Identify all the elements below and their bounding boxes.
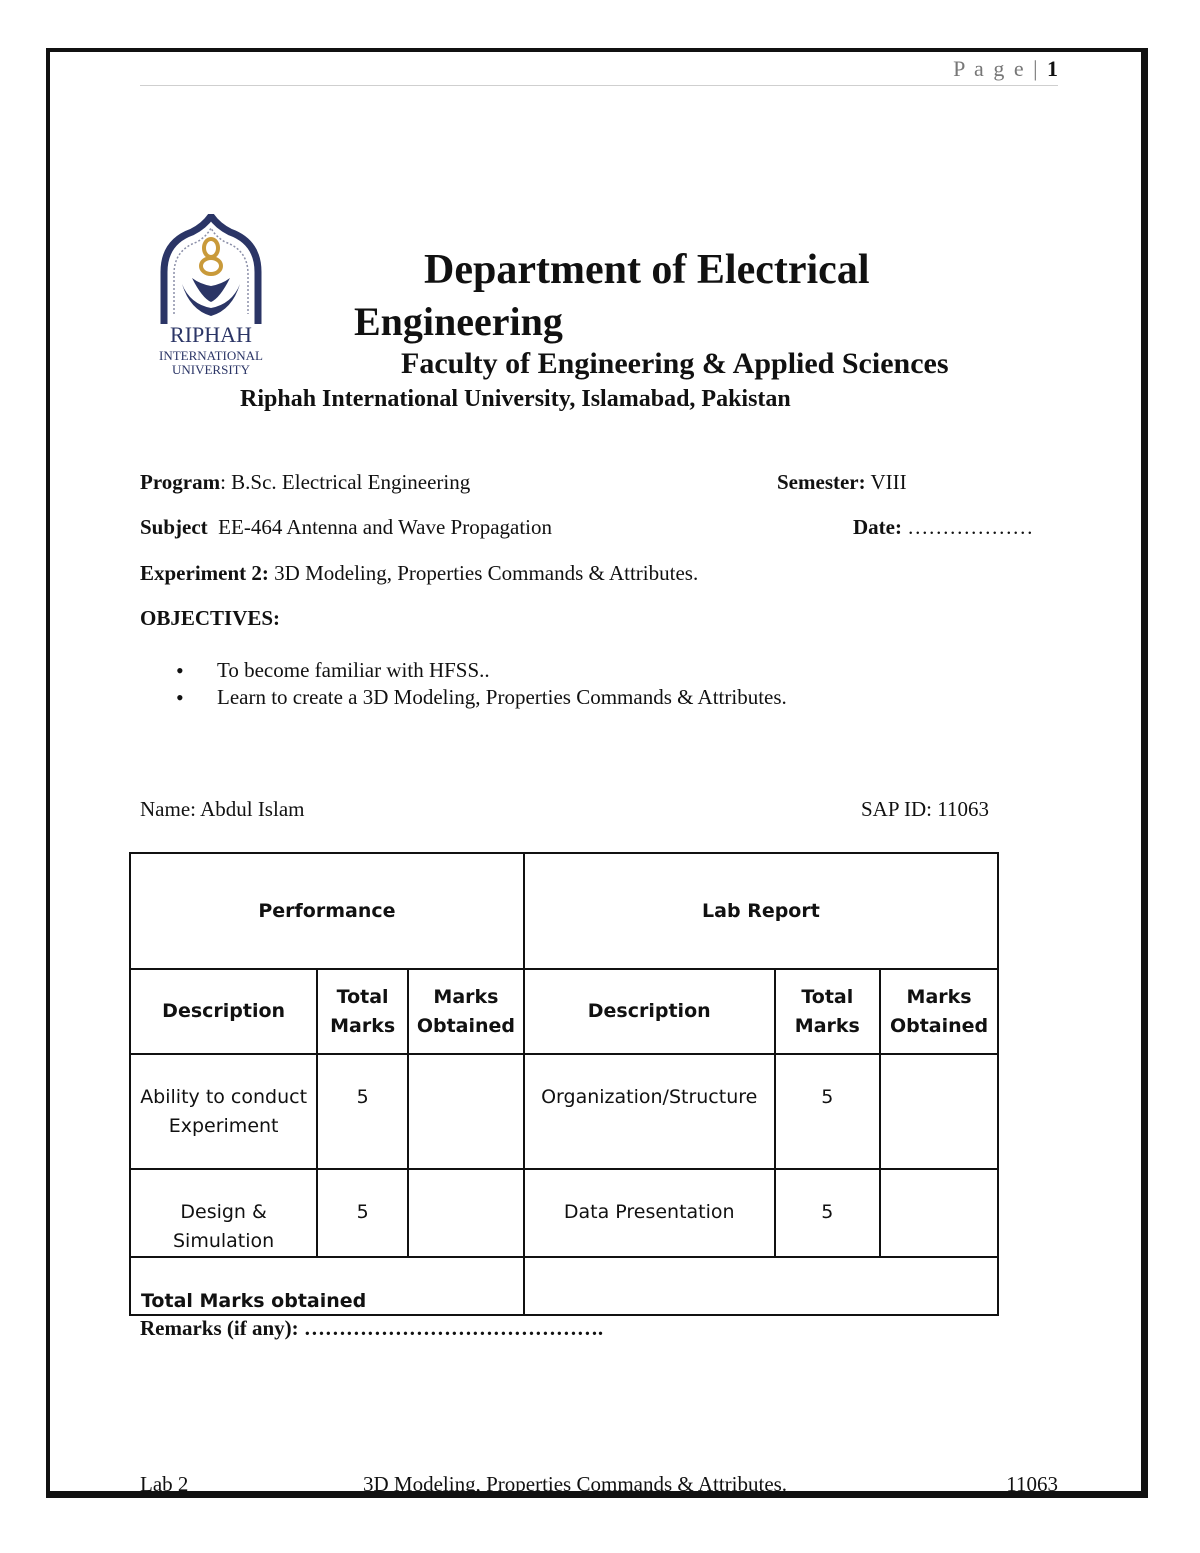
subject-line [140, 515, 552, 540]
report-total-header: Total Marks [775, 969, 881, 1054]
department-title: Department of Electrical [424, 247, 870, 293]
date-line [853, 515, 1033, 540]
objectives-label: OBJECTIVES: [140, 606, 281, 630]
report-description-header: Description [524, 969, 775, 1054]
performance-header: Performance [130, 853, 524, 969]
faculty-title: Faculty of Engineering & Applied Sciences [401, 347, 949, 380]
logo-line3: UNIVERSITY [172, 362, 250, 376]
total-marks-value [524, 1257, 998, 1315]
subject-label: Subject [140, 515, 208, 539]
performance-row-description: Ability to conduct Experiment [130, 1054, 317, 1169]
performance-obtained-header: Marks Obtained [408, 969, 524, 1054]
semester-line [777, 470, 907, 495]
lab-report-header: Lab Report [524, 853, 998, 969]
report-row-total: 5 [775, 1054, 881, 1169]
report-row-description: Data Presentation [524, 1169, 775, 1257]
footer-id: 11063 [1006, 1472, 1058, 1496]
page-label: P a g e | [953, 56, 1040, 81]
marks-table [129, 852, 999, 1316]
table-row [130, 1169, 998, 1257]
experiment-label: Experiment 2: [140, 561, 269, 585]
university-title: Riphah International University, Islamabad, Pakistan [240, 386, 791, 412]
page-number [953, 56, 1058, 82]
report-obtained-header: Marks Obtained [880, 969, 998, 1054]
experiment-line [140, 561, 698, 586]
semester-label: Semester: [777, 470, 866, 494]
program-line [140, 470, 470, 495]
student-name: Name: Abdul Islam [140, 797, 305, 821]
department-title-continued: Engineering [354, 299, 563, 344]
performance-row-total: 5 [317, 1054, 408, 1169]
semester-value: VIII [865, 470, 907, 494]
header-divider [140, 85, 1058, 86]
report-row-obtained [880, 1054, 998, 1169]
performance-row-obtained [408, 1054, 524, 1169]
performance-description-header: Description [130, 969, 317, 1054]
remarks-line: Remarks (if any): ……………………………………. [140, 1316, 604, 1340]
performance-row-total: 5 [317, 1169, 408, 1257]
footer-title: 3D Modeling, Properties Commands & Attributes. [363, 1472, 788, 1496]
objective-item: • Learn to create a 3D Modeling, Properties Commands & Attributes. [176, 684, 787, 711]
table-row [130, 1054, 998, 1169]
riphah-logo [152, 214, 270, 376]
report-row-description: Organization/Structure [524, 1054, 775, 1169]
program-value: : B.Sc. Electrical Engineering [220, 470, 471, 494]
experiment-value: 3D Modeling, Properties Commands & Attributes. [268, 561, 699, 585]
date-label: Date: [853, 515, 902, 539]
footer-lab: Lab 2 [140, 1472, 189, 1496]
total-marks-label: Total Marks obtained [130, 1257, 524, 1315]
report-row-total: 5 [775, 1169, 881, 1257]
sap-id: SAP ID: 11063 [861, 797, 989, 821]
date-value: ……………… [901, 515, 1034, 539]
performance-total-header: Total Marks [317, 969, 408, 1054]
objective-item: • To become familiar with HFSS.. [176, 657, 787, 684]
logo-name: RIPHAH [170, 322, 252, 347]
objectives-list [176, 657, 787, 711]
program-label: Program [140, 470, 221, 494]
performance-row-description: Design & Simulation [130, 1169, 317, 1257]
performance-row-obtained [408, 1169, 524, 1257]
page-number-value: 1 [1047, 56, 1058, 81]
objectives-heading [140, 606, 280, 631]
report-row-obtained [880, 1169, 998, 1257]
logo-line2: INTERNATIONAL [159, 348, 263, 363]
subject-value: EE-464 Antenna and Wave Propagation [207, 515, 553, 539]
